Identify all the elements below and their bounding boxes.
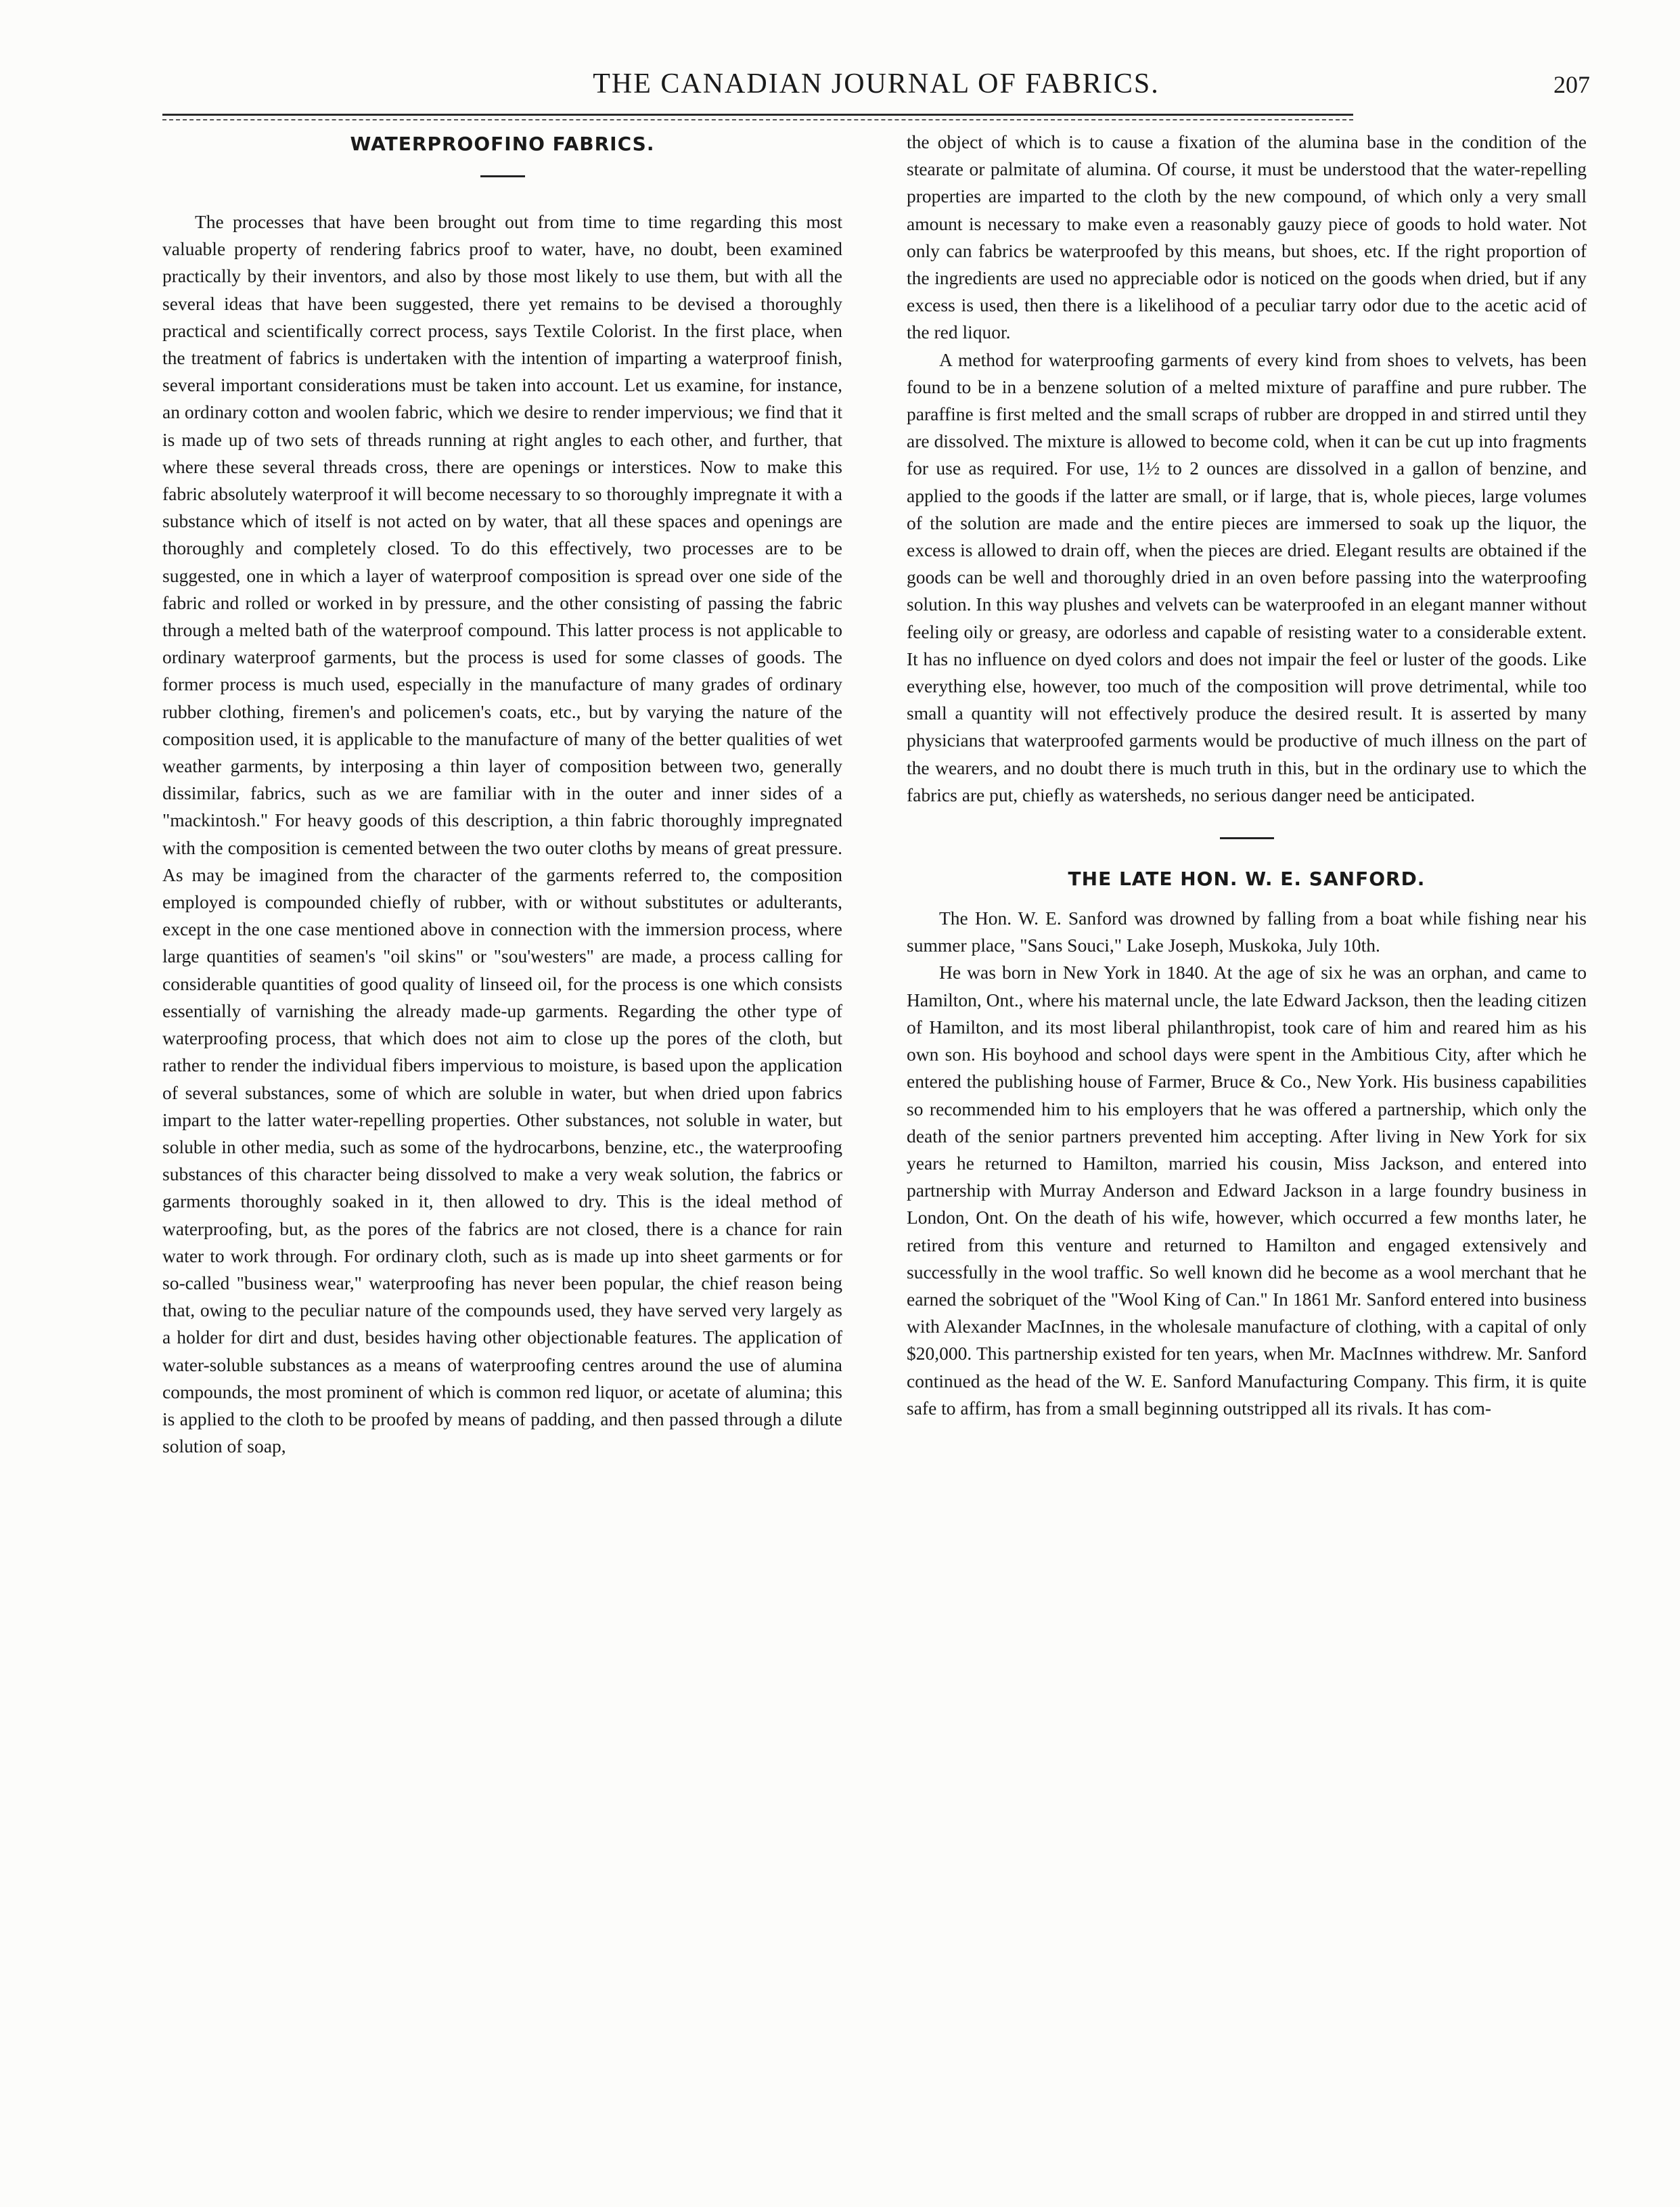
right-column (907, 129, 1587, 1422)
header-rule (162, 114, 1353, 116)
left-column (162, 129, 842, 1460)
page-header (162, 68, 1590, 115)
title-rule (480, 175, 525, 177)
page-number: 207 (1553, 71, 1590, 98)
article-separator-rule (1220, 837, 1274, 839)
article-paragraph: He was born in New York in 1840. At the age of six he was an orphan, and came to Hamilton, Ont., where his maternal uncle, the late Edward Jackson, then the leading citizen of Hamilton, and its most liberal philanthropist, took care of him and reared him as his own son. His boyhood and school days were spent in the Ambitious City, after which he entered the publishing house of Farmer, Bruce & Co., New York. His business capabilities so recommended him to his employers that he was offered a partnership, which only the death of the senior partners prevented him accepting. After living in New York for six years he returned to Hamilton, married his cousin, Miss Jackson, and entered into partnership with Murray Anderson and Edward Jackson in a large foundry business in London, Ont. On the death of his wife, however, which occurred a few months later, he retired from this venture and returned to Hamilton and engaged extensively and successfully in the wool traffic. So well known did he become as a wool merchant that he earned the sobriquet of the "Wool King of Can." In 1861 Mr. Sanford entered into business with Alexander MacInnes, in the wholesale manufacture of clothing, with a capital of only $20,000. This partnership existed for ten years, when Mr. MacInnes withdrew. Mr. Sanford continued as the head of the W. E. Sanford Manufacturing Company. This firm, it is quite safe to affirm, has from a small beginning outstripped all its rivals. It has com- (907, 962, 1587, 1419)
article-paragraph: A method for waterproofing garments of every kind from shoes to velvets, has been found to be in a benzene solution of a melted mixture of paraffine and pure rubber. The paraffine is first melted and the small scraps of rubber are dropped in and stirred until they are dissolved. The mixture is allowed to become cold, when it can be cut up into fragments for use as required. For use, 1½ to 2 ounces are dissolved in a gallon of benzine, and applied to the goods if the latter are small, or if large, that is, whole pieces, large volumes of the solution are made and the entire pieces are immersed to soak up the liquor, the excess is allowed to drain off, when the pieces are dried. Elegant results are obtained if the goods can be well and thoroughly dried in an oven before passing into the waterproofing solution. In this way plushes and velvets can be waterproofed in an elegant manner without feeling oily or greasy, are odorless and capable of resisting water to a considerable extent. It has no influence on dyed colors and does not impair the feel or luster of the goods. Like everything else, however, too much of the composition will prove detrimental, while too small a quantity will not effectively produce the desired result. It is asserted by many physicians that waterproofed garments would be productive of much illness on the part of the wearers, and no doubt there is much truth in this, but in the ordinary use to which the fabrics are put, chiefly as watersheds, no serious danger need be anticipated. (907, 349, 1587, 805)
header-rule-dashed (162, 119, 1353, 120)
journal-title: THE CANADIAN JOURNAL OF FABRICS. (593, 68, 1160, 99)
article-title-sanford: THE LATE HON. W. E. SANFORD. (1068, 868, 1426, 891)
article-paragraph: The Hon. W. E. Sanford was drowned by falling from a boat while fishing near his summer place, "Sans Souci," Lake Joseph, Muskoka, July 10th. (907, 908, 1587, 956)
article-paragraph-continued: the object of which is to cause a fixation of the alumina base in the condition of the stearate or palmitate of alumina. Of course, it must be understood that the water-repelling properties are imparted to the cloth by the new compound, of which only a very small amount is necessary to make even a reasonably gauzy piece of goods to hold water. Not only can fabrics be waterproofed by this means, but shoes, etc. If the right proportion of the ingredients are used no appreciable odor is noticed on the goods when dried, but if any excess is used, then there is a likelihood of a peculiar tarry odor due to the acetic acid of the red liquor. (907, 131, 1587, 343)
article-title-waterproofing: WATERPROOFINO FABRICS. (350, 133, 655, 155)
article-paragraph: The processes that have been brought out from time to time regarding this most valuable property of rendering fabrics proof to water, have, no doubt, been examined practically by their inventors, and also by those most likely to use them, but with all the several ideas that have been suggested, there yet remains to be devised a thoroughly practical and scientifically correct process, says Textile Colorist. In the first place, when the treatment of fabrics is undertaken with the intention of imparting a waterproof finish, several important considerations must be taken into account. Let us examine, for instance, an ordinary cotton and woolen fabric, which we desire to render impervious; we find that it is made up of two sets of threads running at right angles to each other, and further, that where these several threads cross, there are openings or interstices. Now to make this fabric absolutely waterproof it will become necessary to so thoroughly impregnate it with a substance which of itself is not acted on by water, that all these spaces and openings are thoroughly and completely closed. To do this effectively, two processes are to be suggested, one in which a layer of waterproof composition is spread over one side of the fabric and rolled or worked in by pressure, and the other consisting of passing the fabric through a melted bath of the waterproof compound. This latter process is not applicable to ordinary waterproof garments, but the process is used for some classes of goods. The former process is much used, especially in the manufacture of many grades of ordinary rubber clothing, firemen's and policemen's coats, etc., but by varying the nature of the composition used, it is applicable to the manufacture of many of the better qualities of wet weather garments, by interposing a thin layer of composition between two, generally dissimilar, fabrics, such as we are familiar with in the outer and inner sides of a "mackintosh." For heavy goods of this description, a thin fabric thoroughly impregnated with the composition is cemented between the two outer cloths by means of great pressure. As may be imagined from the character of the garments referred to, the composition employed is compounded chiefly of rubber, with or without substitutes or adulterants, except in the one case mentioned above in connection with the immersion process, where large quantities of seamen's "oil skins" or "sou'westers" are made, a process calling for considerable quantities of good quality of linseed oil, for the process is one which consists essentially of varnishing the already made-up garments. Regarding the other type of waterproofing process, that which does not aim to close up the pores of the cloth, but rather to render the individual fibers impervious to moisture, is based upon the application of several substances, some of which are soluble in water, but when dried upon fabrics impart to the latter water-repelling properties. Other substances, not soluble in water, but soluble in other media, such as some of the hydrocarbons, benzine, etc., the waterproofing substances of this character being dissolved to make a very weak solution, the fabrics or garments thoroughly soaked in it, then allowed to dry. This is the ideal method of waterproofing, but, as the pores of the fabrics are not closed, there is a chance for rain water to work through. For ordinary cloth, such as is made up into sheet garments or for so-called "business wear," waterproofing has never been popular, the chief reason being that, owing to the peculiar nature of the compounds used, they have served very largely as a holder for dirt and dust, besides having other objectionable features. The application of water-soluble substances as a means of waterproofing centres around the use of alumina compounds, the most prominent of which is common red liquor, or acetate of alumina; this is applied to the cloth to be proofed by means of padding, and then passed through a dilute solution of soap, (162, 211, 842, 1457)
